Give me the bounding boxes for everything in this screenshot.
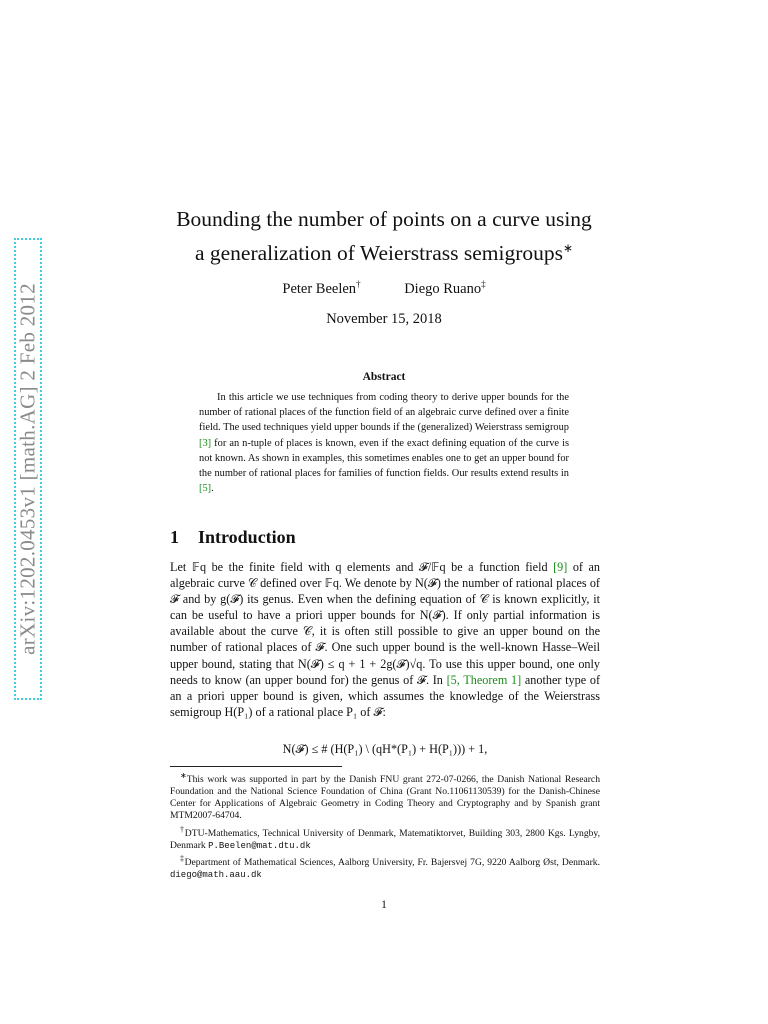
- footnote-mark: †: [180, 824, 185, 834]
- footnote-mark: ∗: [180, 771, 187, 780]
- email-link[interactable]: diego@math.aau.dk: [170, 870, 262, 881]
- title-footnote-mark: ∗: [562, 241, 574, 255]
- citation-link[interactable]: [9]: [553, 560, 568, 574]
- author-name: Peter Beelen: [282, 280, 357, 297]
- section-heading: [170, 527, 296, 548]
- citation-link[interactable]: [5, Theorem 1]: [446, 672, 522, 687]
- citation-link[interactable]: [3]: [199, 437, 212, 449]
- author: [282, 279, 360, 298]
- footnote-mark: ‡: [180, 853, 185, 863]
- author-footnote-mark: ‡: [481, 279, 486, 289]
- author-list: [150, 279, 618, 298]
- footnote: [170, 824, 600, 852]
- intro-part: of an algebraic curve 𝒞 defined over 𝔽q. We denote by N(𝓕) the number of rational places of 𝓕 and by g(𝓕) its genus. Even when the defining equation of 𝒞 is known explicitly, it can be useful to have a priori upper bounds for N(𝓕). If only partial information is available about the curve 𝒞, it is often still possible to give an upper bound on the number of rational places of 𝓕. One such upper bound is the well-known Hasse–Weil upper bound, stating that N(𝓕) ≤ q + 1 + 2g(𝓕)√q. To use this upper bound, one only needs to know (an upper bound for) the genus of 𝓕. In: [170, 560, 601, 687]
- paper-date: November 15, 2018: [326, 311, 442, 327]
- intro-paragraph: [170, 559, 600, 720]
- footnote: [170, 770, 600, 823]
- intro-part: another type of an a priori upper bound is given, which assumes the knowledge of the Weierstrass semigroup H(P₁) of a rational place P₁ of 𝓕:: [170, 672, 601, 719]
- display-equation: N(𝓕) ≤ # (H(P₁) \ (qH*(P₁) + H(P₁))) + 1,: [282, 742, 488, 756]
- section-title: Introduction: [198, 527, 296, 547]
- paper-title: [150, 205, 618, 268]
- footnote: [170, 853, 600, 881]
- footnote-divider: [170, 766, 342, 767]
- footnote-text: This work was supported in part by the Danish FNU grant 272-07-0266, the Danish National Research Foundation and the National Science Foundation of China (Grant No.11061130539) for the Danish-Chinese Center for Applications of Algebraic Geometry in Coding Theory and Cryptography and by Spanish grant MTM2007-64704.: [170, 774, 600, 822]
- footnotes: [170, 770, 600, 882]
- abstract-part: for an n-tuple of places is known, even if the exact defining equation of the curve is not known. As shown in examples, this sometimes enables one to get an upper bound for the number of rational places for families of function fields. Our results extend results in: [199, 437, 569, 480]
- section-number: 1: [170, 527, 179, 547]
- abstract-text: [199, 390, 569, 496]
- abstract-part: .: [211, 483, 214, 495]
- footnote-text: Department of Mathematical Sciences, Aalborg University, Fr. Bajersvej 7G, 9220 Aalborg Øst, Denmark.: [184, 857, 600, 869]
- arxiv-stamp: [14, 238, 42, 700]
- page-number: 1: [381, 899, 387, 911]
- intro-part: Let 𝔽q be the finite field with q elements and 𝓕/𝔽q be a function field: [170, 560, 554, 574]
- email-link[interactable]: P.Beelen@mat.dtu.dk: [208, 840, 311, 851]
- abstract-heading: Abstract: [362, 371, 406, 383]
- title-line-1: Bounding the number of points on a curve using: [176, 207, 592, 231]
- footnote-text: DTU-Mathematics, Technical University of Denmark, Matematiktorvet, Building 303, 2800 Kgs. Lyngby, Denmark: [170, 827, 600, 851]
- arxiv-stamp-text: arXiv:1202.0453v1 [math.AG] 2 Feb 2012: [15, 283, 40, 655]
- title-line-2: a generalization of Weierstrass semigroups: [194, 241, 563, 266]
- citation-link[interactable]: [5]: [199, 483, 212, 495]
- author-name: Diego Ruano: [404, 280, 482, 297]
- abstract-part: In this article we use techniques from coding theory to derive upper bounds for the number of rational places of the function field of an algebraic curve defined over a finite field. The used techniques yield upper bounds if the (generalized) Weierstrass semigroup: [199, 392, 569, 434]
- author: [404, 279, 485, 298]
- author-footnote-mark: †: [356, 279, 361, 289]
